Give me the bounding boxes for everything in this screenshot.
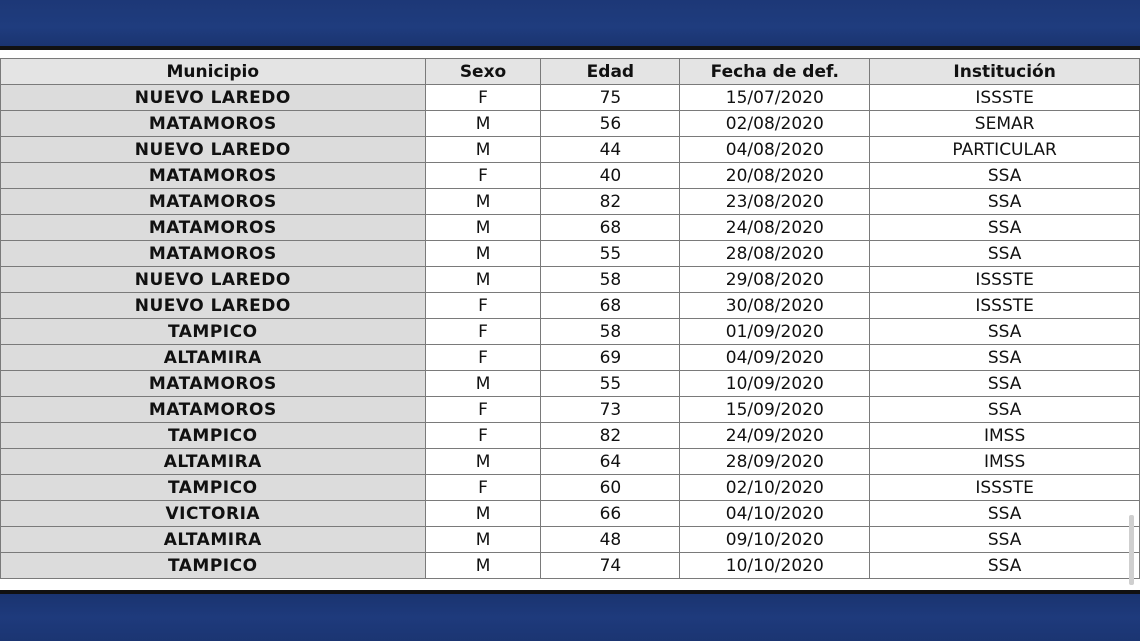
cell-edad: 44 bbox=[541, 137, 680, 163]
table-row bbox=[1, 475, 1140, 501]
header-sexo: Sexo bbox=[425, 59, 541, 85]
cell-institucion: SSA bbox=[870, 371, 1140, 397]
table-row bbox=[1, 527, 1140, 553]
header-fecha: Fecha de def. bbox=[680, 59, 870, 85]
cell-sexo: M bbox=[425, 189, 541, 215]
cell-edad: 82 bbox=[541, 423, 680, 449]
cell-fecha: 24/09/2020 bbox=[680, 423, 870, 449]
cell-institucion: SSA bbox=[870, 241, 1140, 267]
cell-fecha: 20/08/2020 bbox=[680, 163, 870, 189]
table-row bbox=[1, 241, 1140, 267]
cell-sexo: M bbox=[425, 267, 541, 293]
table-row bbox=[1, 319, 1140, 345]
cell-fecha: 28/08/2020 bbox=[680, 241, 870, 267]
header-institucion: Institución bbox=[870, 59, 1140, 85]
cell-edad: 55 bbox=[541, 241, 680, 267]
cell-fecha: 04/08/2020 bbox=[680, 137, 870, 163]
cell-municipio: MATAMOROS bbox=[1, 397, 426, 423]
table-row bbox=[1, 189, 1140, 215]
table-row bbox=[1, 137, 1140, 163]
cell-edad: 66 bbox=[541, 501, 680, 527]
cell-municipio: MATAMOROS bbox=[1, 215, 426, 241]
cell-municipio: ALTAMIRA bbox=[1, 527, 426, 553]
cell-fecha: 10/09/2020 bbox=[680, 371, 870, 397]
header-edad: Edad bbox=[541, 59, 680, 85]
cell-municipio: TAMPICO bbox=[1, 423, 426, 449]
cell-fecha: 15/07/2020 bbox=[680, 85, 870, 111]
cell-municipio: MATAMOROS bbox=[1, 371, 426, 397]
cell-fecha: 02/08/2020 bbox=[680, 111, 870, 137]
cell-edad: 73 bbox=[541, 397, 680, 423]
cell-municipio: NUEVO LAREDO bbox=[1, 85, 426, 111]
table-row bbox=[1, 371, 1140, 397]
cell-institucion: SSA bbox=[870, 397, 1140, 423]
cell-edad: 60 bbox=[541, 475, 680, 501]
table-row bbox=[1, 345, 1140, 371]
cell-sexo: M bbox=[425, 137, 541, 163]
cell-sexo: M bbox=[425, 501, 541, 527]
cell-sexo: M bbox=[425, 449, 541, 475]
cell-institucion: ISSSTE bbox=[870, 267, 1140, 293]
cell-municipio: ALTAMIRA bbox=[1, 449, 426, 475]
cell-sexo: M bbox=[425, 111, 541, 137]
table-frame bbox=[0, 46, 1140, 594]
cell-sexo: F bbox=[425, 163, 541, 189]
table-row bbox=[1, 423, 1140, 449]
cell-municipio: TAMPICO bbox=[1, 553, 426, 579]
cell-edad: 74 bbox=[541, 553, 680, 579]
cell-institucion: SSA bbox=[870, 501, 1140, 527]
cell-fecha: 01/09/2020 bbox=[680, 319, 870, 345]
cell-institucion: SSA bbox=[870, 319, 1140, 345]
cell-fecha: 23/08/2020 bbox=[680, 189, 870, 215]
cell-sexo: M bbox=[425, 215, 541, 241]
cell-edad: 64 bbox=[541, 449, 680, 475]
cell-fecha: 09/10/2020 bbox=[680, 527, 870, 553]
cell-edad: 68 bbox=[541, 215, 680, 241]
table-row bbox=[1, 449, 1140, 475]
table-body bbox=[1, 85, 1140, 579]
cell-fecha: 28/09/2020 bbox=[680, 449, 870, 475]
cell-fecha: 29/08/2020 bbox=[680, 267, 870, 293]
cell-edad: 75 bbox=[541, 85, 680, 111]
cell-sexo: M bbox=[425, 553, 541, 579]
scrollbar-thumb[interactable] bbox=[1129, 515, 1134, 585]
cell-institucion: IMSS bbox=[870, 423, 1140, 449]
cell-sexo: F bbox=[425, 475, 541, 501]
cell-municipio: MATAMOROS bbox=[1, 189, 426, 215]
cell-fecha: 04/09/2020 bbox=[680, 345, 870, 371]
cell-sexo: M bbox=[425, 527, 541, 553]
cell-sexo: F bbox=[425, 319, 541, 345]
cell-edad: 48 bbox=[541, 527, 680, 553]
table-row bbox=[1, 501, 1140, 527]
cell-edad: 58 bbox=[541, 319, 680, 345]
cell-institucion: ISSSTE bbox=[870, 475, 1140, 501]
cell-edad: 69 bbox=[541, 345, 680, 371]
cell-sexo: M bbox=[425, 371, 541, 397]
cell-municipio: TAMPICO bbox=[1, 475, 426, 501]
cell-sexo: F bbox=[425, 397, 541, 423]
cell-institucion: SSA bbox=[870, 345, 1140, 371]
cell-institucion: ISSSTE bbox=[870, 293, 1140, 319]
cell-fecha: 02/10/2020 bbox=[680, 475, 870, 501]
cell-institucion: SEMAR bbox=[870, 111, 1140, 137]
table-row bbox=[1, 163, 1140, 189]
table-row bbox=[1, 267, 1140, 293]
cell-municipio: NUEVO LAREDO bbox=[1, 293, 426, 319]
cell-edad: 40 bbox=[541, 163, 680, 189]
cell-municipio: NUEVO LAREDO bbox=[1, 137, 426, 163]
cell-municipio: MATAMOROS bbox=[1, 111, 426, 137]
cell-municipio: VICTORIA bbox=[1, 501, 426, 527]
cell-sexo: F bbox=[425, 345, 541, 371]
cell-institucion: SSA bbox=[870, 215, 1140, 241]
cell-edad: 58 bbox=[541, 267, 680, 293]
table-row bbox=[1, 293, 1140, 319]
table-row bbox=[1, 397, 1140, 423]
cell-fecha: 04/10/2020 bbox=[680, 501, 870, 527]
top-background-band bbox=[0, 0, 1140, 46]
cell-fecha: 30/08/2020 bbox=[680, 293, 870, 319]
cell-institucion: PARTICULAR bbox=[870, 137, 1140, 163]
cell-institucion: IMSS bbox=[870, 449, 1140, 475]
table-row bbox=[1, 215, 1140, 241]
cell-municipio: MATAMOROS bbox=[1, 163, 426, 189]
cell-sexo: F bbox=[425, 423, 541, 449]
cell-municipio: MATAMOROS bbox=[1, 241, 426, 267]
cell-municipio: TAMPICO bbox=[1, 319, 426, 345]
cell-edad: 82 bbox=[541, 189, 680, 215]
table-row bbox=[1, 553, 1140, 579]
cell-edad: 56 bbox=[541, 111, 680, 137]
table-header-row bbox=[1, 59, 1140, 85]
cell-edad: 55 bbox=[541, 371, 680, 397]
cell-institucion: SSA bbox=[870, 163, 1140, 189]
deaths-table bbox=[0, 58, 1140, 579]
cell-fecha: 24/08/2020 bbox=[680, 215, 870, 241]
cell-edad: 68 bbox=[541, 293, 680, 319]
table-row bbox=[1, 85, 1140, 111]
cell-sexo: M bbox=[425, 241, 541, 267]
cell-municipio: NUEVO LAREDO bbox=[1, 267, 426, 293]
cell-institucion: SSA bbox=[870, 527, 1140, 553]
bottom-background-band bbox=[0, 594, 1140, 641]
table-row bbox=[1, 111, 1140, 137]
cell-institucion: ISSSTE bbox=[870, 85, 1140, 111]
cell-sexo: F bbox=[425, 293, 541, 319]
cell-institucion: SSA bbox=[870, 189, 1140, 215]
cell-institucion: SSA bbox=[870, 553, 1140, 579]
cell-sexo: F bbox=[425, 85, 541, 111]
header-municipio: Municipio bbox=[1, 59, 426, 85]
cell-fecha: 15/09/2020 bbox=[680, 397, 870, 423]
cell-fecha: 10/10/2020 bbox=[680, 553, 870, 579]
cell-municipio: ALTAMIRA bbox=[1, 345, 426, 371]
